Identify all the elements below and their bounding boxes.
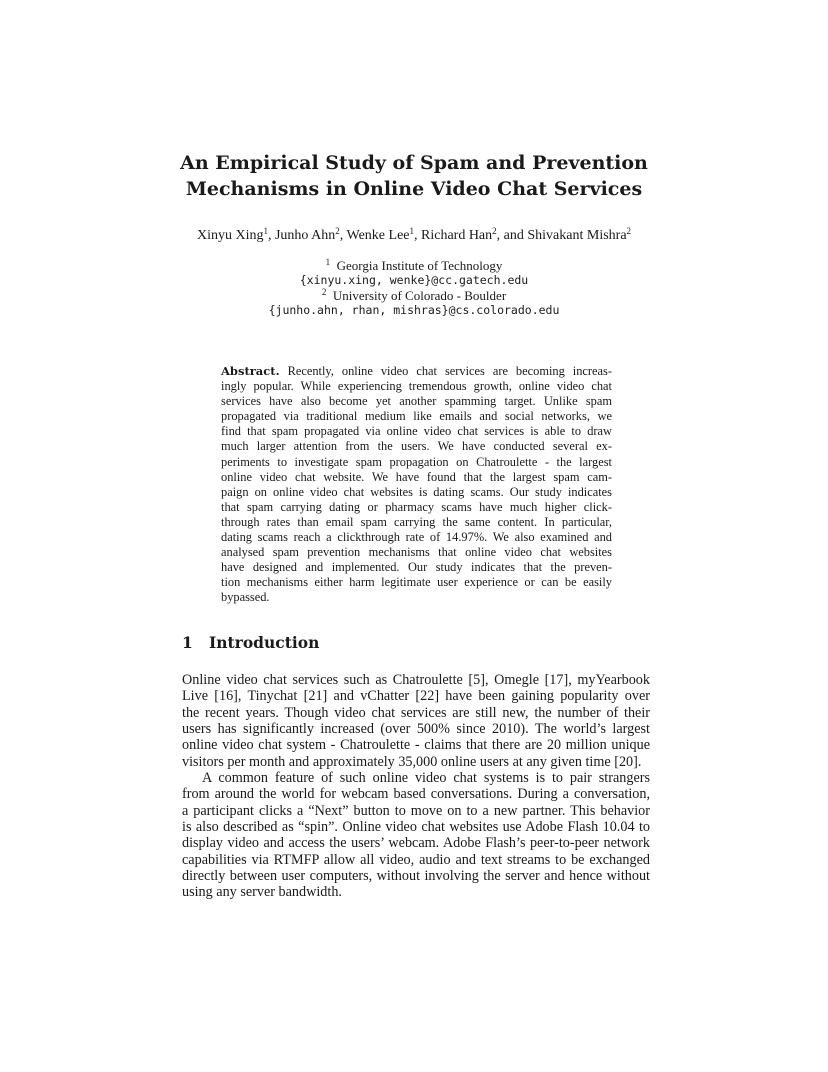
body-line: A common feature of such online video chat systems is to pair strangers [202,770,650,787]
abstract-label: Abstract. [221,364,280,378]
body-line: from around the world for webcam based conversations. During a conversation, [182,786,650,803]
abstract-line [221,364,612,379]
abstract-line: analysed spam prevention mechanisms that online video chat websites [221,545,612,560]
abstract-line: services have also become yet another spamming target. Unlike spam [221,394,612,409]
author-affiliation-mark: 2 [492,226,497,236]
body-line: online video chat system - Chatroulette - claims that there are 20 million unique [182,737,650,754]
affiliation-name: Georgia Institute of Technology [336,258,503,273]
body-line: users has significantly increased (over 500% since 2010). The world’s largest [182,721,650,738]
abstract-line: much larger attention from the users. We have conducted several ex- [221,439,612,454]
body-line: Live [16], Tinychat [21] and vChatter [22] have been gaining popularity over [182,688,650,705]
affiliation-mark: 1 [325,257,331,267]
author-affiliation-mark: 1 [409,226,414,236]
body-line: using any server bandwidth. [182,884,342,901]
abstract-line: propagated via traditional medium like emails and social networks, we [221,409,612,424]
abstract-line: through rates than email spam carrying the same content. In particular, [221,514,612,529]
section-body [182,672,650,901]
abstract-line: tion mechanisms either harm legitimate user experience or can be easily [221,575,612,590]
section-heading [182,633,319,652]
abstract-line: online video chat website. We have found that the largest spam cam- [221,469,612,484]
title-line: Mechanisms in Online Video Chat Services [185,178,643,200]
abstract-line: ingly popular. While experiencing tremendous growth, online video chat [221,379,612,394]
abstract-line: have designed and implemented. Our study indicates that the preven- [221,560,612,575]
author-list [0,228,828,244]
abstract-line: paign on online video chat websites is dating scams. Our study indicates [221,484,612,499]
body-line: display video and access the users’ webcam. Adobe Flash’s peer-to-peer network [182,835,650,852]
author-affiliation-mark: 2 [626,226,632,236]
author-affiliation-mark: 1 [263,226,268,236]
section-title: Introduction [209,633,320,652]
body-line: directly between user computers, without involving the server and hence without [182,868,650,885]
paper-title [0,150,828,202]
affiliation-name-line [0,258,828,273]
author-separator: , [339,228,347,243]
author-separator: , [414,228,421,243]
section-number: 1 [182,633,193,652]
author-name: Shivakant Mishra [527,228,627,243]
body-line: a participant clicks a “Next” button to move on to a new partner. This behavior [182,802,650,819]
abstract-line: that spam carrying dating or pharmacy scams have much higher click- [221,499,612,514]
title-line: An Empirical Study of Spam and Prevention [180,152,648,174]
body-line: the recent years. Though video chat services are still new, the number of their [182,704,650,721]
affiliation-email: {xinyu.xing, wenke}@cc.gatech.edu [299,273,529,287]
affiliations [0,258,828,318]
body-line: Online video chat services such as Chatroulette [5], Omegle [17], myYearbook [182,672,650,688]
author-name: Wenke Lee [346,228,410,243]
abstract-line: bypassed. [221,590,270,605]
paragraph [182,770,650,901]
author-name: Richard Han [421,228,493,243]
abstract-line: periments to investigate spam propagation on Chatroulette - the largest [221,454,612,469]
abstract-line: find that spam propagated via online video chat services is able to draw [221,424,612,439]
body-line: visitors per month and approximately 35,000 online users at any given time [20]. [182,753,642,770]
paragraph [182,672,650,770]
affiliation-name: University of Colorado - Boulder [332,288,507,303]
affiliation-email: {junho.ahn, rhan, mishras}@cs.colorado.edu [268,303,560,317]
author-affiliation-mark: 2 [335,226,340,236]
abstract-text: Recently, online video chat services are becoming increas- [287,364,612,378]
body-line: capabilities via RTMFP allow all video, audio and text streams to be exchanged [182,851,650,868]
author-name: Junho Ahn [274,228,336,243]
affiliation-mark: 2 [321,287,327,297]
abstract [221,364,612,606]
author-separator: , and [496,228,528,243]
affiliation-name-line [0,288,828,303]
body-line: is also described as “spin”. Online video chat websites use Adobe Flash 10.04 to [182,819,650,836]
abstract-line: dating scams reach a clickthrough rate of 14.97%. We also examined and [221,530,612,545]
author-name: Xinyu Xing [196,228,264,243]
author-separator: , [267,228,275,243]
